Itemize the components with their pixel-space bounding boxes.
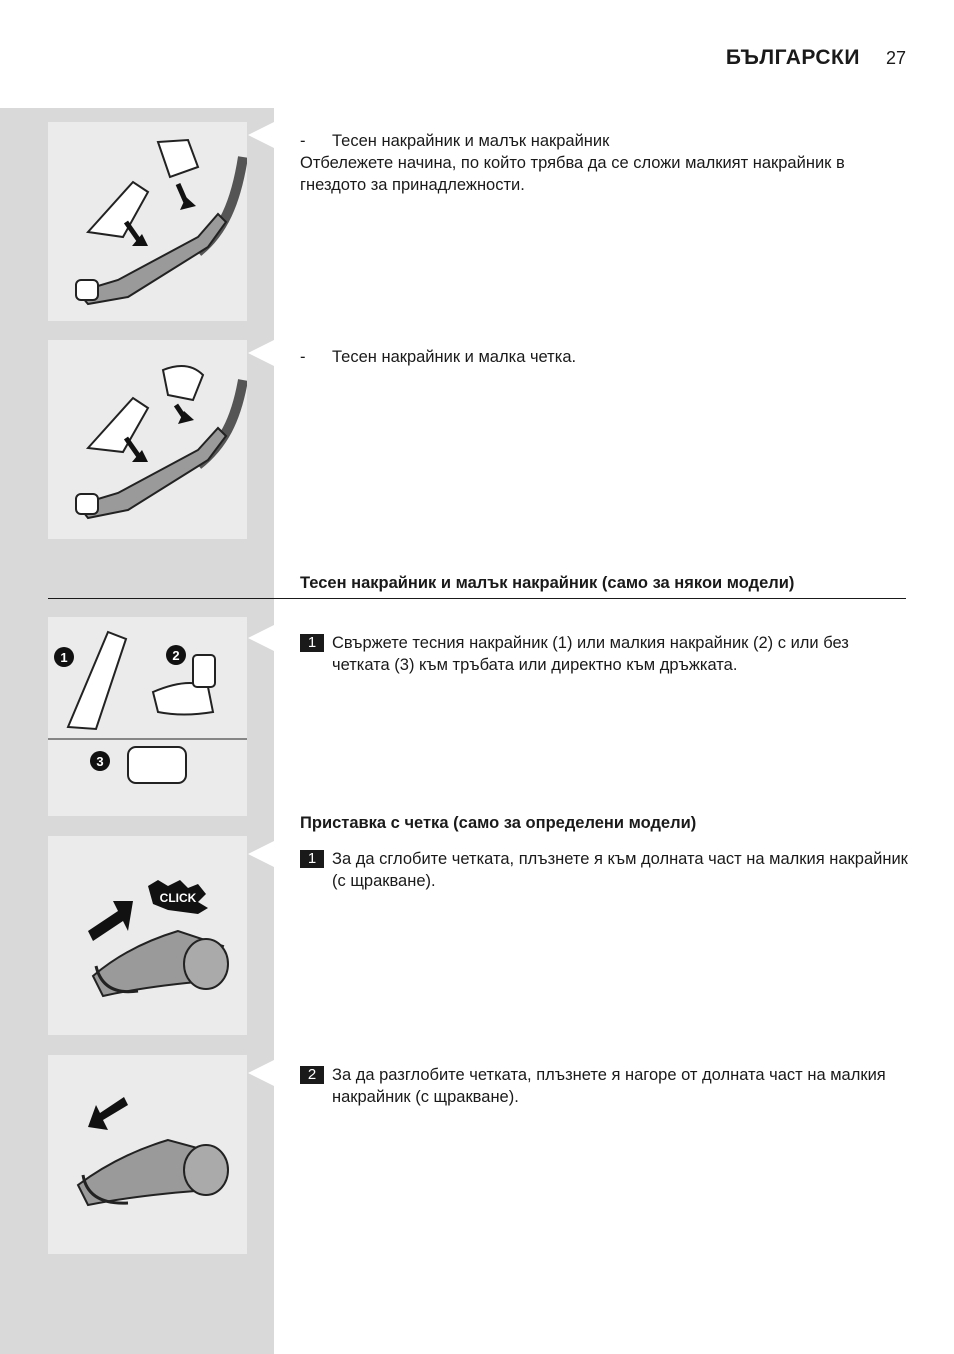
label-three: 3 [96, 754, 104, 769]
figure-pointer [248, 625, 274, 651]
step-number: 2 [300, 1066, 324, 1084]
figure-parts [48, 617, 247, 816]
heading-brush-attachment: Приставка с четка (само за определени модели) [300, 814, 697, 832]
step-number: 1 [300, 850, 324, 868]
list-dash: - [300, 348, 306, 366]
list-dash: - [300, 132, 306, 150]
parts-illustration [48, 617, 247, 816]
figure-crevice-small-nozzle [48, 122, 247, 321]
label-one: 1 [60, 650, 68, 665]
section-crevice-small [300, 130, 910, 196]
step-attach [300, 848, 910, 892]
figure-attach-brush [48, 836, 247, 1035]
step-detach [300, 1064, 910, 1108]
list-item: Тесен накрайник и малък накрайник [332, 132, 610, 150]
step-text: За да разглобите четката, плъзнете я нагоре от долната част на малкия накрайник (с щракване). [332, 1066, 886, 1106]
step-number: 1 [300, 634, 324, 652]
detach-brush-illustration [48, 1055, 247, 1254]
step-connect [300, 632, 910, 676]
crevice-small-brush-illustration [48, 340, 247, 539]
figure-pointer [248, 841, 274, 867]
step-text: Свържете тесния накрайник (1) или малкия накрайник (2) с или без четката (3) към тръбата или директно към дръжката. [332, 634, 849, 674]
crevice-small-nozzle-illustration [48, 122, 247, 321]
language-title: БЪЛГАРСКИ [725, 46, 860, 69]
label-two: 2 [172, 648, 180, 663]
figure-pointer [248, 340, 274, 366]
page-header [726, 46, 906, 70]
figure-detach-brush [48, 1055, 247, 1254]
section-divider [48, 598, 906, 599]
figure-pointer [248, 122, 274, 148]
click-label: CLICK [159, 891, 197, 905]
section-crevice-brush [300, 346, 910, 368]
list-item: Тесен накрайник и малка четка. [332, 348, 577, 366]
attach-brush-illustration [48, 836, 247, 1035]
page-number: 27 [885, 48, 906, 68]
heading-crevice-nozzle: Тесен накрайник и малък накрайник (само за някои модели) [300, 574, 795, 592]
figure-crevice-small-brush [48, 340, 247, 539]
note-text: Отбележете начина, по който трябва да се сложи малкият накрайник в гнездото за принадлежности. [300, 154, 845, 194]
step-text: За да сглобите четката, плъзнете я към долната част на малкия накрайник (с щракване). [332, 850, 908, 890]
figure-pointer [248, 1060, 274, 1086]
